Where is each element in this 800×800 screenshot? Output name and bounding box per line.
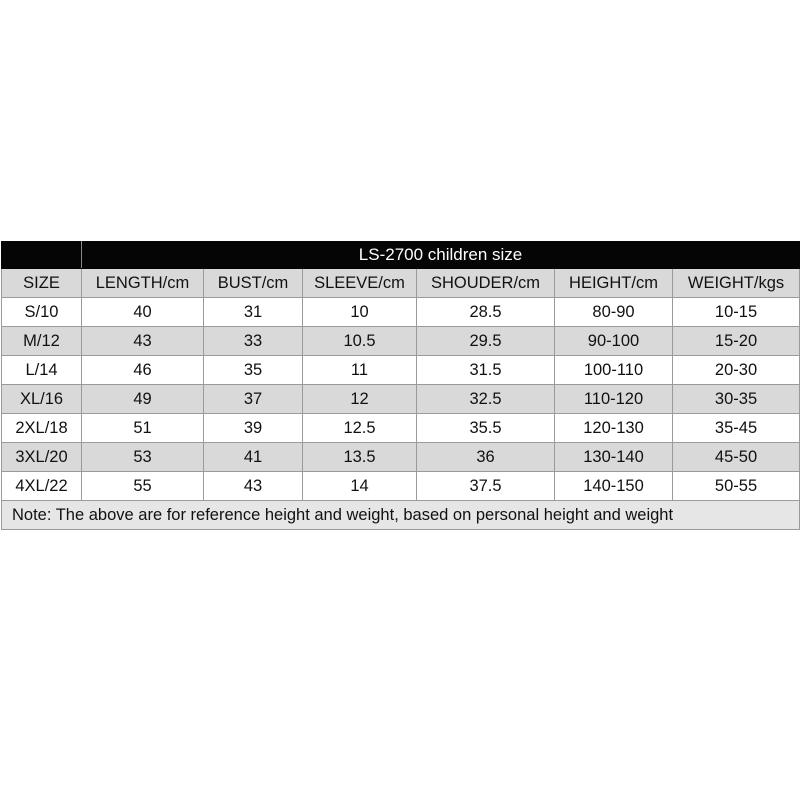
size-note: Note: The above are for reference height and weight, based on personal height and weight	[2, 501, 800, 530]
column-header-height: HEIGHT/cm	[555, 269, 673, 298]
column-header-size: SIZE	[2, 269, 82, 298]
title-spacer-cell	[2, 242, 82, 269]
table-cell: 90-100	[555, 327, 673, 356]
table-row	[2, 443, 800, 472]
table-cell: 43	[204, 472, 303, 501]
table-cell: 11	[303, 356, 417, 385]
column-header-shoulder: SHOUDER/cm	[417, 269, 555, 298]
table-cell: 10.5	[303, 327, 417, 356]
table-row	[2, 327, 800, 356]
table-cell: 2XL/18	[2, 414, 82, 443]
table-cell: 10-15	[673, 298, 800, 327]
table-cell: 31	[204, 298, 303, 327]
table-cell: XL/16	[2, 385, 82, 414]
table-cell: 15-20	[673, 327, 800, 356]
table-title: LS-2700 children size	[82, 242, 800, 269]
table-cell: 53	[82, 443, 204, 472]
table-row	[2, 385, 800, 414]
table-cell: 120-130	[555, 414, 673, 443]
table-cell: 29.5	[417, 327, 555, 356]
table-cell: 30-35	[673, 385, 800, 414]
table-cell: 35.5	[417, 414, 555, 443]
table-cell: 140-150	[555, 472, 673, 501]
table-cell: 110-120	[555, 385, 673, 414]
size-chart-table	[1, 241, 800, 530]
table-cell: 13.5	[303, 443, 417, 472]
table-cell: 45-50	[673, 443, 800, 472]
table-cell: 55	[82, 472, 204, 501]
table-cell: 32.5	[417, 385, 555, 414]
title-row	[2, 242, 800, 269]
table-cell: 130-140	[555, 443, 673, 472]
table-cell: 37	[204, 385, 303, 414]
table-cell: 3XL/20	[2, 443, 82, 472]
table-cell: 20-30	[673, 356, 800, 385]
column-header-sleeve: SLEEVE/cm	[303, 269, 417, 298]
table-cell: M/12	[2, 327, 82, 356]
table-cell: L/14	[2, 356, 82, 385]
table-cell: 31.5	[417, 356, 555, 385]
column-header-weight: WEIGHT/kgs	[673, 269, 800, 298]
header-row	[2, 269, 800, 298]
table-cell: S/10	[2, 298, 82, 327]
table-cell: 35	[204, 356, 303, 385]
table-cell: 49	[82, 385, 204, 414]
table-row	[2, 356, 800, 385]
table-row	[2, 414, 800, 443]
note-row	[2, 501, 800, 530]
table-row	[2, 472, 800, 501]
table-cell: 46	[82, 356, 204, 385]
table-cell: 100-110	[555, 356, 673, 385]
table-cell: 28.5	[417, 298, 555, 327]
table-cell: 51	[82, 414, 204, 443]
table-cell: 37.5	[417, 472, 555, 501]
column-header-bust: BUST/cm	[204, 269, 303, 298]
table-cell: 80-90	[555, 298, 673, 327]
table-cell: 4XL/22	[2, 472, 82, 501]
table-cell: 12.5	[303, 414, 417, 443]
table-cell: 10	[303, 298, 417, 327]
table-cell: 35-45	[673, 414, 800, 443]
table-cell: 50-55	[673, 472, 800, 501]
table-row	[2, 298, 800, 327]
table-cell: 12	[303, 385, 417, 414]
table-cell: 43	[82, 327, 204, 356]
table-cell: 14	[303, 472, 417, 501]
table-cell: 33	[204, 327, 303, 356]
table-cell: 40	[82, 298, 204, 327]
table-cell: 39	[204, 414, 303, 443]
column-header-length: LENGTH/cm	[82, 269, 204, 298]
table-cell: 41	[204, 443, 303, 472]
table-cell: 36	[417, 443, 555, 472]
